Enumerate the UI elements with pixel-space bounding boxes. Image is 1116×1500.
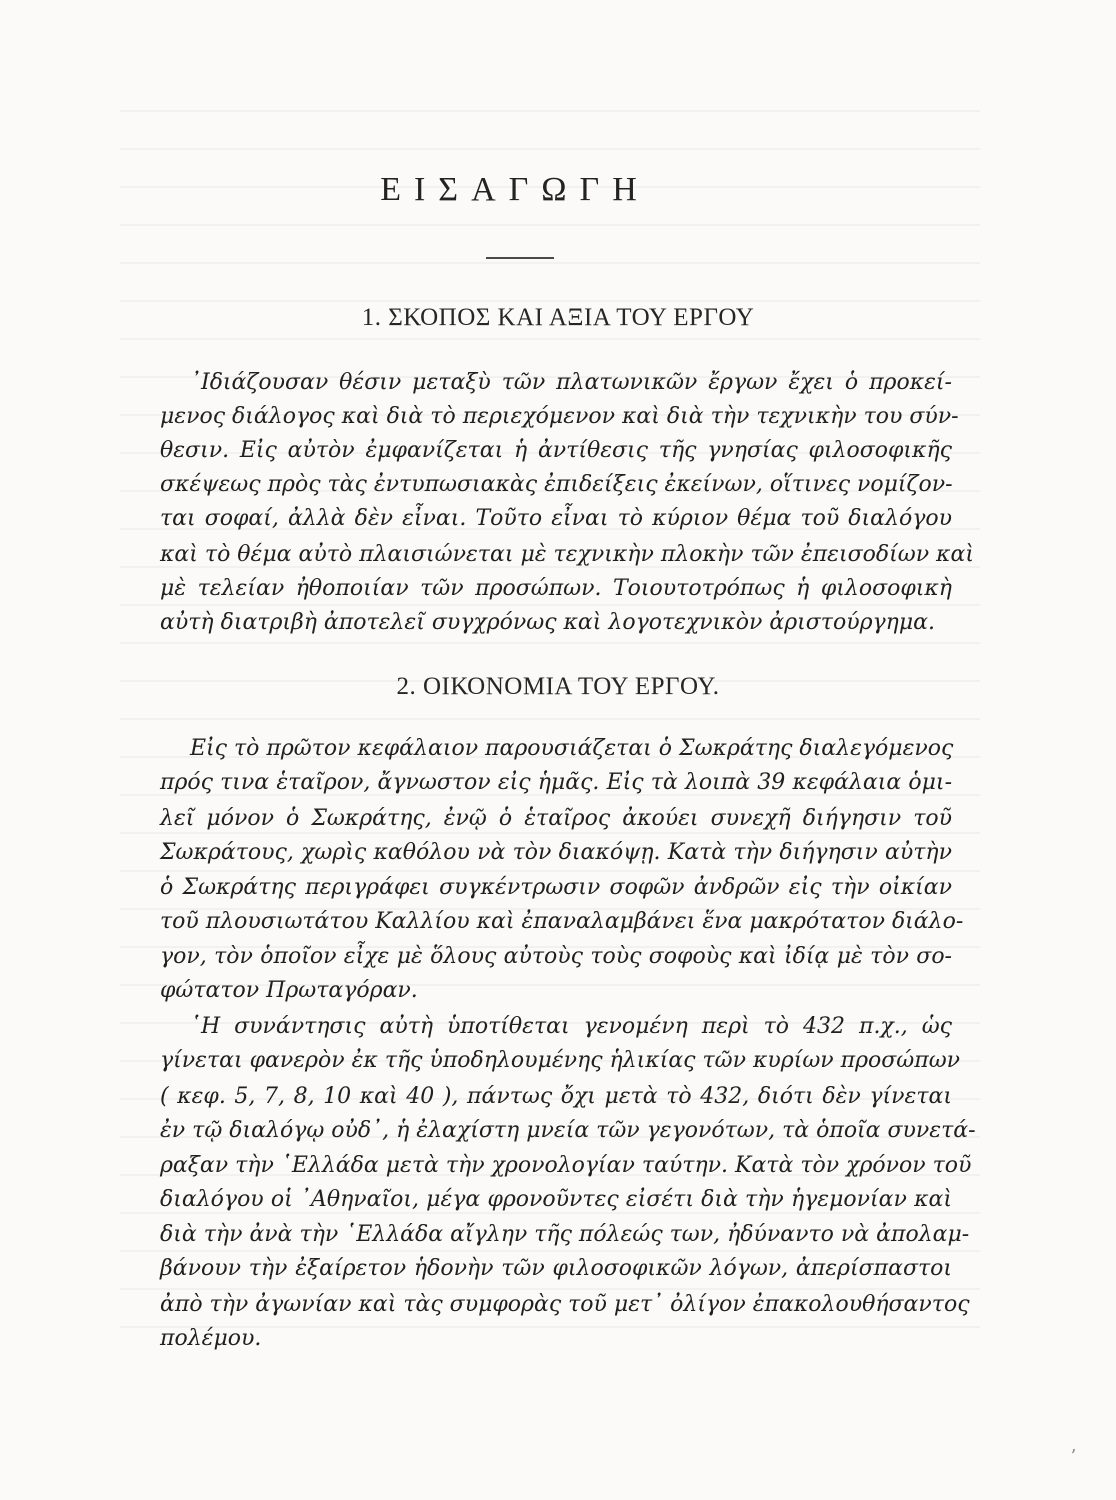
text-line: διὰ τὴν ἀνὰ τὴν ῾Ελλάδα αἴγλην τῆς πόλεώς των, ἠδύναντο νὰ ἀπολαμ- <box>160 1222 970 1247</box>
text-line: διαλόγου οἱ ᾿Αθηναῖοι, μέγα φρονοῦντες εἰσέτι διὰ τὴν ἡγεμονίαν καὶ <box>160 1187 952 1212</box>
text-line: ἀπὸ τὴν ἀγωνίαν καὶ τὰς συμφορὰς τοῦ μετ᾽ ὀλίγον ἐπακολουθήσαντος <box>160 1292 970 1317</box>
section-heading-economy: 2. ΟΙΚΟΝΟΜΙΑ ΤΟΥ ΕΡΓΟΥ. <box>396 673 720 700</box>
text-line: Εἰς τὸ πρῶτον κεφάλαιον παρουσιάζεται ὁ Σωκράτης διαλεγόμενος <box>190 736 954 761</box>
text-line: λεῖ μόνον ὁ Σωκράτης, ἐνῷ ὁ ἑταῖρος ἀκούει συνεχῆ διήγησιν τοῦ <box>160 806 952 831</box>
text-line: Σωκράτους, χωρὶς καθόλου νὰ τὸν διακόψῃ. Κατὰ τὴν διήγησιν αὐτὴν <box>160 840 952 865</box>
page-title: ΕΙΣΑΓΩΓΗ <box>380 171 650 208</box>
paper-mark-icon: ʼ <box>1070 1446 1076 1467</box>
title-divider <box>486 257 554 259</box>
text-line: μενος διάλογος καὶ διὰ τὸ περιεχόμενον καὶ διὰ τὴν τεχνικὴν του σύν- <box>160 404 959 429</box>
text-line: ραξαν τὴν ῾Ελλάδα μετὰ τὴν χρονολογίαν ταύτην. Κατὰ τὸν χρόνον τοῦ <box>160 1153 972 1178</box>
text-line: ὁ Σωκράτης περιγράφει συγκέντρωσιν σοφῶν ἀνδρῶν εἰς τὴν οἰκίαν <box>160 875 952 900</box>
text-line: φώτατον Πρωταγόραν. <box>160 978 418 1003</box>
text-line: καὶ τὸ θέμα αὐτὸ πλαισιώνεται μὲ τεχνικὴν πλοκὴν τῶν ἐπεισοδίων καὶ <box>160 542 974 567</box>
text-line: θεσιν. Εἰς αὐτὸν ἐμφανίζεται ἡ ἀντίθεσις τῆς γνησίας φιλοσοφικῆς <box>160 438 952 463</box>
text-line: ( κεφ. 5, 7, 8, 10 καὶ 40 ), πάντως ὄχι μετὰ τὸ 432, διότι δὲν γίνεται <box>160 1084 952 1109</box>
text-line: πολέμου. <box>160 1326 262 1351</box>
text-line: σκέψεως πρὸς τὰς ἐντυπωσιακὰς ἐπιδείξεις ἐκείνων, οἵτινες νομίζον- <box>160 472 953 497</box>
text-line: ται σοφαί, ἀλλὰ δὲν εἶναι. Τοῦτο εἶναι τὸ κύριον θέμα τοῦ διαλόγου <box>160 506 952 531</box>
text-line: βάνουν τὴν ἐξαίρετον ἡδονὴν τῶν φιλοσοφικῶν λόγων, ἀπερίσπαστοι <box>160 1256 952 1281</box>
text-line: μὲ τελείαν ἠθοποιίαν τῶν προσώπων. Τοιουτοτρόπως ἡ φιλοσοφικὴ <box>160 576 952 601</box>
text-line: αὐτὴ διατριβὴ ἀποτελεῖ συγχρόνως καὶ λογοτεχνικὸν ἀριστούργημα. <box>160 610 935 635</box>
text-line: γον, τὸν ὁποῖον εἶχε μὲ ὅλους αὐτοὺς τοὺς σοφοὺς καὶ ἰδίᾳ μὲ τὸν σο- <box>160 944 952 969</box>
text-line: ἐν τῷ διαλόγῳ οὐδ᾽, ἡ ἐλαχίστη μνεία τῶν γεγονότων, τὰ ὁποῖα συνετά- <box>160 1118 976 1143</box>
text-line: τοῦ πλουσιωτάτου Καλλίου καὶ ἐπαναλαμβάνει ἕνα μακρότατον διάλο- <box>160 909 964 934</box>
text-line: γίνεται φανερὸν ἐκ τῆς ὑποδηλουμένης ἡλικίας τῶν κυρίων προσώπων <box>160 1048 961 1073</box>
text-line: πρός τινα ἑταῖρον, ἄγνωστον εἰς ἡμᾶς. Εἰς τὰ λοιπὰ 39 κεφάλαια ὁμι- <box>160 770 952 795</box>
section-heading-purpose: 1. ΣΚΟΠΟΣ ΚΑΙ ΑΞΙΑ ΤΟΥ ΕΡΓΟΥ <box>361 304 755 331</box>
text-line: ᾿Ιδιάζουσαν θέσιν μεταξὺ τῶν πλατωνικῶν ἔργων ἔχει ὁ προκεί- <box>190 370 952 395</box>
text-line: ῾Η συνάντησις αὐτὴ ὑποτίθεται γενομένη περὶ τὸ 432 π.χ., ὡς <box>190 1014 952 1039</box>
